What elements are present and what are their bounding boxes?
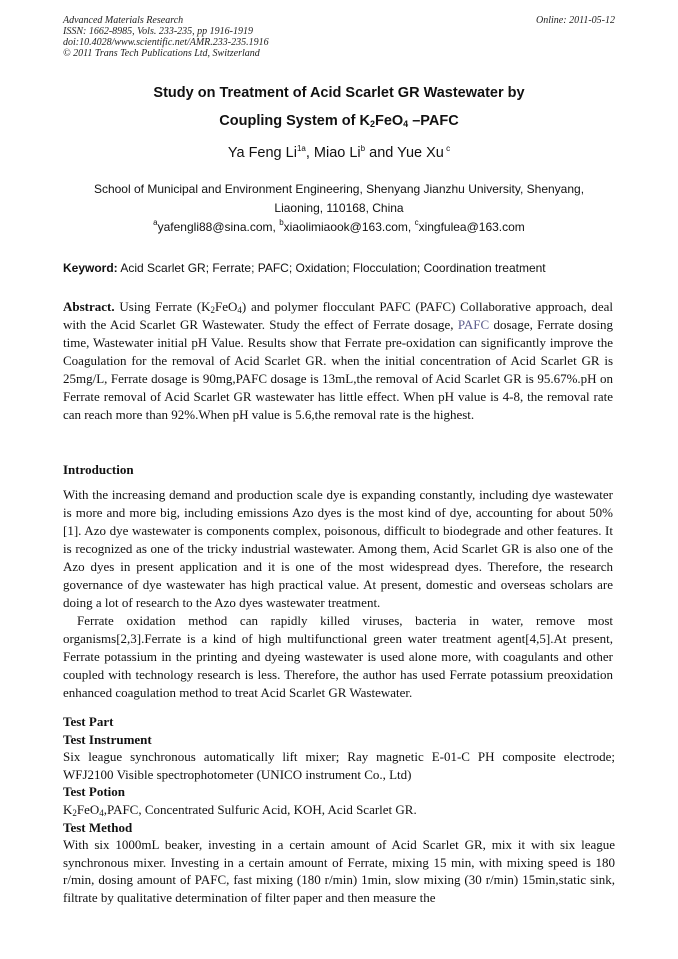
issn-line: ISSN: 1662-8985, Vols. 233-235, pp 1916-1919 xyxy=(63,26,253,37)
test-instrument-heading: Test Instrument xyxy=(63,731,152,747)
abstract-part-2: FeO xyxy=(215,299,238,314)
title-pafc: –PAFC xyxy=(408,113,459,129)
test-instrument-text: Six league synchronous automatically lift mixer; Ray magnetic E-01-C PH composite electrode; WFJ2100 Visible spectrophotometer (UNICO instrument Co., Ltd) xyxy=(63,749,615,782)
test-part-section xyxy=(63,713,615,907)
abstract-sub-4: 4 xyxy=(237,305,242,315)
email-a-sup: a xyxy=(153,218,158,227)
paper-title-line-2 xyxy=(40,113,638,129)
copyright-line: © 2011 Trans Tech Publications Ltd, Switzerland xyxy=(63,48,260,59)
abstract-part-4: dosage, Ferrate dosing time, Wastewater initial pH Value. Results show that Ferrate pre-oxidation can significantly improve the Coagulation for the removal of Acid Scarlet GR. when the initial concentration of Acid Scarlet GR is 25mg/L, Ferrate dosage is 90mg,PAFC dosage is 13mL,the removal of Acid Scarlet GR is 95.67%.pH on Ferrate removal of Acid Scarlet GR wastewater has little effect. When pH value is 4-8, the removal rate can reach more than 92%.When pH value is 5.6,the removal rate is the highest. xyxy=(63,317,613,422)
title-sub-2: 2 xyxy=(369,119,375,129)
introduction-paragraph-1: With the increasing demand and production scale dye is expanding constantly, including dye wastewater is more and more big, including emissions Azo dyes is the most kind of dye, accounting for about 50%[1]. Azo dye wastewater is components complex, poisonous, difficult to biodegrade and other features. It is recognized as one of the tricky industrial wastewater. Among them, Acid Scarlet GR is also one of the Azo dyes in present application and it is one of the most widespread dyes. Therefore, the research governance of dye wastewater has high practical value. At present, domestic and overseas scholars are doing a lot of research to the Azo dyes wastewater treatment. xyxy=(63,487,613,610)
title-k: Coupling System of K xyxy=(219,113,370,129)
title-sub-4: 4 xyxy=(403,119,409,129)
potion-rest: ,PAFC, Concentrated Sulfuric Acid, KOH, Acid Scarlet GR. xyxy=(103,801,417,817)
author-3-sup: c xyxy=(443,144,451,153)
journal-name: Advanced Materials Research xyxy=(63,15,184,26)
author-3: Yue Xu xyxy=(397,145,444,161)
keywords xyxy=(63,261,623,275)
abstract xyxy=(63,298,613,424)
abstract-label: Abstract. xyxy=(63,299,115,314)
test-method-text: With six 1000mL beaker, investing in a certain amount of Acid Scarlet GR, mix it with six league synchronous mixer. Investing in a certain amount of Ferrate, mixing 15 min, with mixing speed is 180 r/min, dosing amount of PAFC, fast mixing (180 r/min) 1min, slow mixing (30 r/min) 15min,static sink, filtrate by qualitative determination of filter paper and then measure the xyxy=(63,837,615,905)
potion-sub-2: 2 xyxy=(72,807,77,818)
email-a: yafengli88@sina.com, xyxy=(157,220,280,234)
paper-title-line-1: Study on Treatment of Acid Scarlet GR Wastewater by xyxy=(153,85,525,101)
potion-feo: FeO xyxy=(76,801,100,817)
author-1-sup: 1a xyxy=(296,144,306,153)
introduction-heading: Introduction xyxy=(63,462,134,477)
keywords-label: Keyword: xyxy=(63,261,118,275)
introduction-body xyxy=(63,486,613,702)
author-1: Ya Feng Li xyxy=(227,145,297,161)
email-b: xiaolimiaook@163.com, xyxy=(283,220,415,234)
test-method-heading: Test Method xyxy=(63,819,133,835)
email-b-sup: b xyxy=(279,218,284,227)
abstract-part-3: ) and polymer flocculant PAFC (PAFC) Collaborative approach, deal with the Acid Scarlet GR Wastewater. Study the effect of Ferrate dosage, xyxy=(63,299,613,332)
abstract-pafc: PAFC xyxy=(457,317,490,332)
author-2: Miao Li xyxy=(313,145,361,161)
abstract-sub-2: 2 xyxy=(210,305,216,315)
test-potion-heading: Test Potion xyxy=(63,784,125,800)
abstract-part-1: Using Ferrate (K xyxy=(114,299,211,314)
doi-line: doi:10.4028/www.scientific.net/AMR.233-235.1916 xyxy=(63,37,269,48)
author-emails xyxy=(40,220,638,234)
keywords-text: Acid Scarlet GR; Ferrate; PAFC; Oxidation; Flocculation; Coordination treatment xyxy=(117,261,546,275)
author-list xyxy=(40,145,638,161)
email-c-sup: c xyxy=(414,218,419,227)
affiliation: School of Municipal and Environment Engineering, Shenyang Jianzhu University, Shenyang, Liaoning, 110168, China xyxy=(93,182,585,215)
author-sep-2: and xyxy=(365,145,398,161)
author-2-sup: b xyxy=(360,144,366,153)
potion-sub-4: 4 xyxy=(99,807,104,818)
title-feo: FeO xyxy=(374,113,404,129)
author-sep-1: , xyxy=(305,145,314,161)
journal-header xyxy=(63,15,615,59)
online-date: Online: 2011-05-12 xyxy=(536,15,615,26)
potion-k: K xyxy=(63,801,73,817)
test-part-heading: Test Part xyxy=(63,714,114,729)
test-potion-text xyxy=(63,801,615,819)
introduction-paragraph-2: Ferrate oxidation method can rapidly killed viruses, bacteria in water, remove most organisms[2,3].Ferrate is a kind of high multifunctional green water treatment agent[4,5].At present, Ferrate potassium in the printing and dyeing wastewater is used alone more, with coagulants and other coupled with technology research is less. Therefore, the author has used Ferrate potassium preoxidation enhanced coagulation method to treat Acid Scarlet GR Wastewater. xyxy=(63,613,613,700)
email-c: xingfulea@163.com xyxy=(418,220,525,234)
